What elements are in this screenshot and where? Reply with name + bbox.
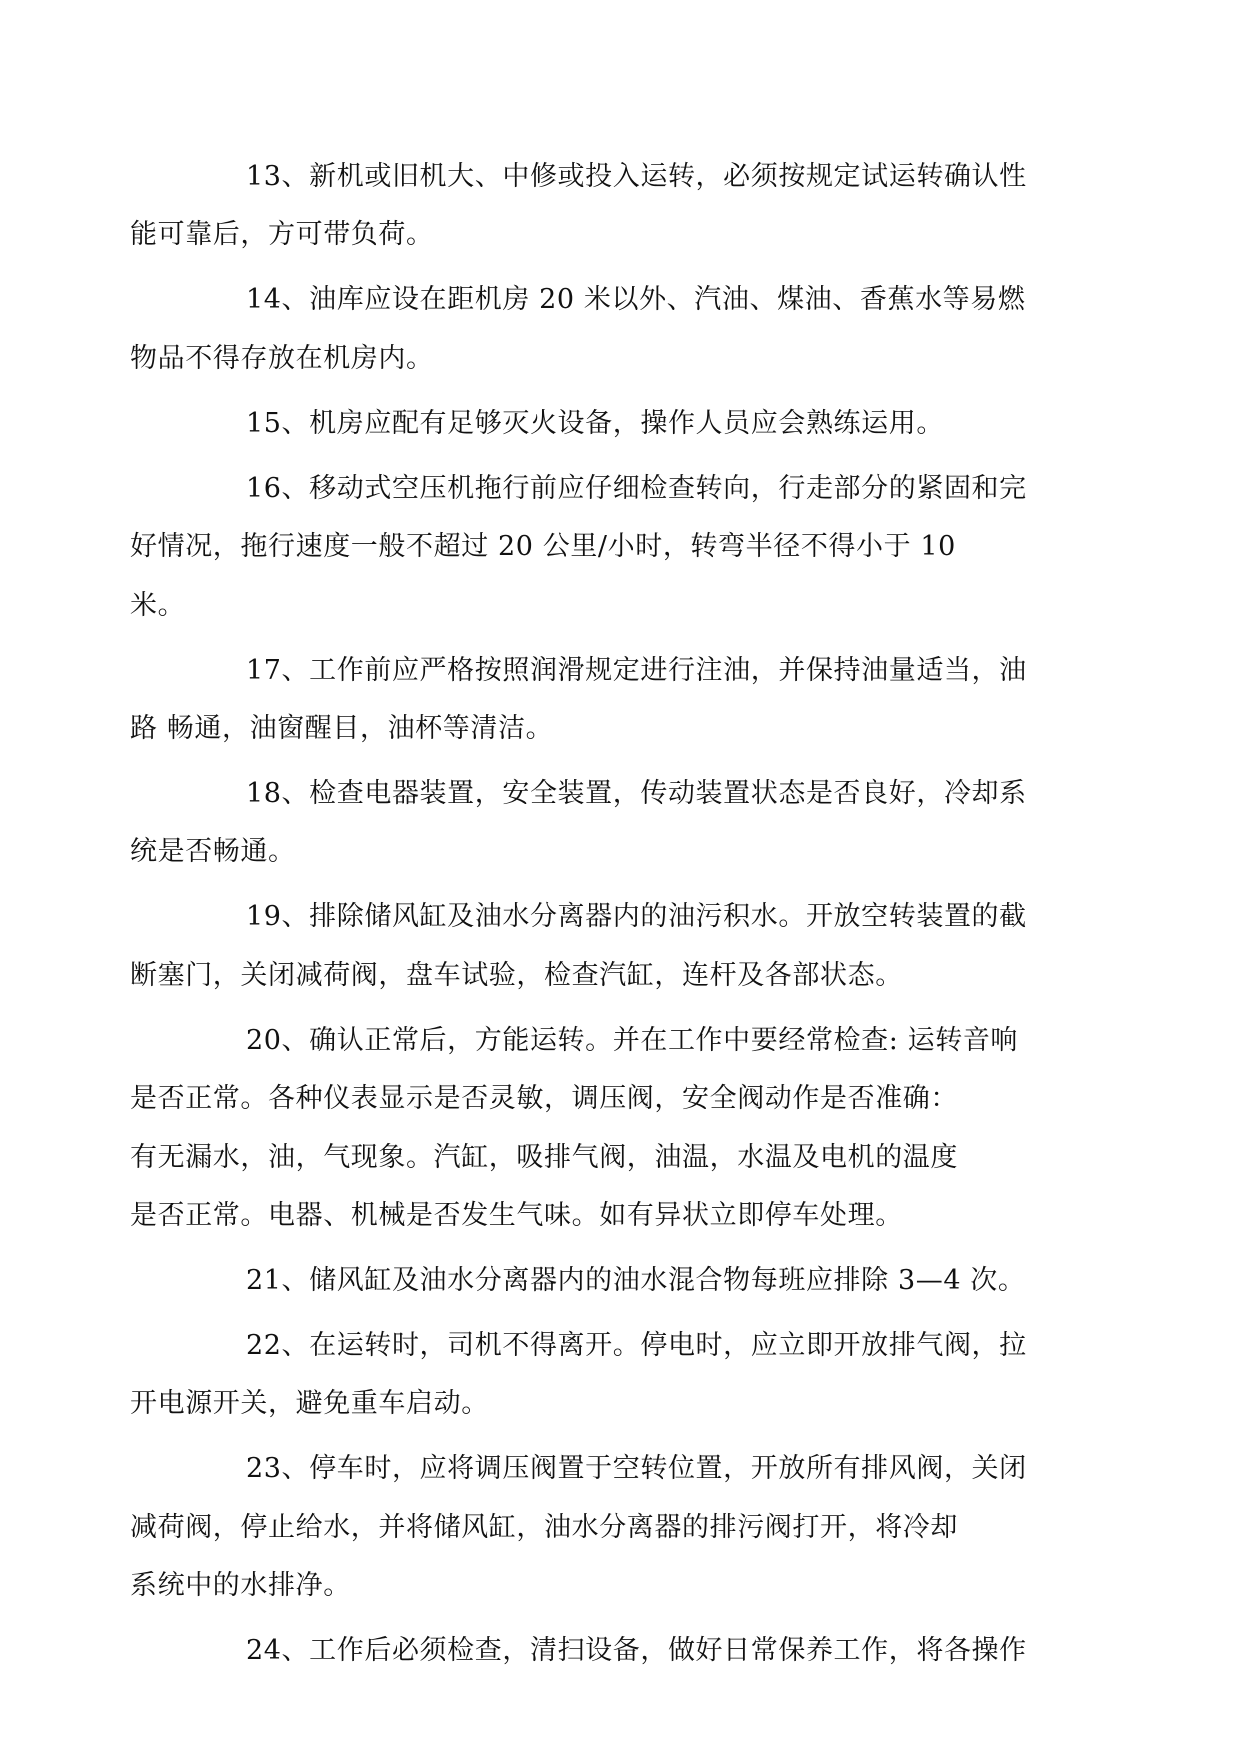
paragraph-19 bbox=[130, 888, 1056, 1005]
paragraph-line: 有无漏水，油，气现象。汽缸，吸排气阀，油温，水温及电机的温度 bbox=[130, 1141, 958, 1173]
paragraph-line: 19、排除储风缸及油水分离器内的油污积水。开放空转装置的截 bbox=[246, 901, 1027, 933]
paragraph-line: 18、检查电器装置，安全装置，传动装置状态是否良好，冷却系 bbox=[246, 778, 1027, 810]
paragraph-24 bbox=[188, 1622, 1056, 1680]
paragraph-line: 是否正常。各种仪表显示是否灵敏，调压阀，安全阀动作是否准确： bbox=[130, 1083, 958, 1115]
paragraph-line: 好情况，拖行速度一般不超过 20 公里/小时，转弯半径不得小于 10 bbox=[130, 531, 956, 563]
paragraph-16 bbox=[130, 460, 1056, 635]
paragraph-line: 米。 bbox=[130, 589, 186, 621]
paragraph-20 bbox=[130, 1012, 1056, 1246]
paragraph-18 bbox=[130, 765, 1056, 882]
paragraph-line: 17、工作前应严格按照润滑规定进行注油，并保持油量适当，油 bbox=[246, 654, 1027, 686]
document-body bbox=[130, 148, 1056, 1687]
paragraph-15 bbox=[188, 395, 1056, 453]
paragraph-17 bbox=[130, 642, 1056, 759]
paragraph-line: 21、储风缸及油水分离器内的油水混合物每班应排除 3—4 次。 bbox=[246, 1265, 1026, 1297]
paragraph-line: 13、新机或旧机大、中修或投入运转，必须按规定试运转确认性 bbox=[246, 161, 1027, 192]
paragraph-14 bbox=[130, 271, 1056, 388]
paragraph-line: 统是否畅通。 bbox=[130, 836, 296, 868]
paragraph-line: 系统中的水排净。 bbox=[130, 1570, 351, 1602]
paragraph-line: 减荷阀，停止给水，并将储风缸，油水分离器的排污阀打开，将冷却 bbox=[130, 1511, 958, 1543]
paragraph-21 bbox=[188, 1252, 1056, 1310]
paragraph-line: 23、停车时，应将调压阀置于空转位置，开放所有排风阀，关闭 bbox=[246, 1453, 1027, 1485]
paragraph-line: 24、工作后必须检查，清扫设备，做好日常保养工作，将各操作 bbox=[246, 1635, 1027, 1667]
paragraph-line: 开电源开关，避免重车启动。 bbox=[130, 1388, 489, 1420]
paragraph-line: 能可靠后，方可带负荷。 bbox=[130, 219, 434, 251]
paragraph-line: 路 畅通，油窗醒目，油杯等清洁。 bbox=[130, 713, 554, 745]
paragraph-line: 20、确认正常后，方能运转。并在工作中要经常检查: 运转音响 bbox=[246, 1024, 1019, 1056]
paragraph-13 bbox=[130, 148, 1056, 265]
paragraph-22 bbox=[130, 1317, 1056, 1434]
paragraph-line: 物品不得存放在机房内。 bbox=[130, 342, 434, 374]
paragraph-line: 14、油库应设在距机房 20 米以外、汽油、煤油、香蕉水等易燃 bbox=[246, 284, 1026, 316]
paragraph-23 bbox=[130, 1440, 1056, 1615]
paragraph-line: 断塞门，关闭减荷阀，盘车试验，检查汽缸，连杆及各部状态。 bbox=[130, 959, 903, 991]
paragraph-line: 15、机房应配有足够灭火设备，操作人员应会熟练运用。 bbox=[246, 407, 944, 439]
paragraph-line: 22、在运转时，司机不得离开。停电时，应立即开放排气阀，拉 bbox=[246, 1330, 1027, 1362]
paragraph-line: 是否正常。电器、机械是否发生气味。如有异状立即停车处理。 bbox=[130, 1200, 903, 1232]
paragraph-line: 16、移动式空压机拖行前应仔细检查转向，行走部分的紧固和完 bbox=[246, 472, 1027, 504]
